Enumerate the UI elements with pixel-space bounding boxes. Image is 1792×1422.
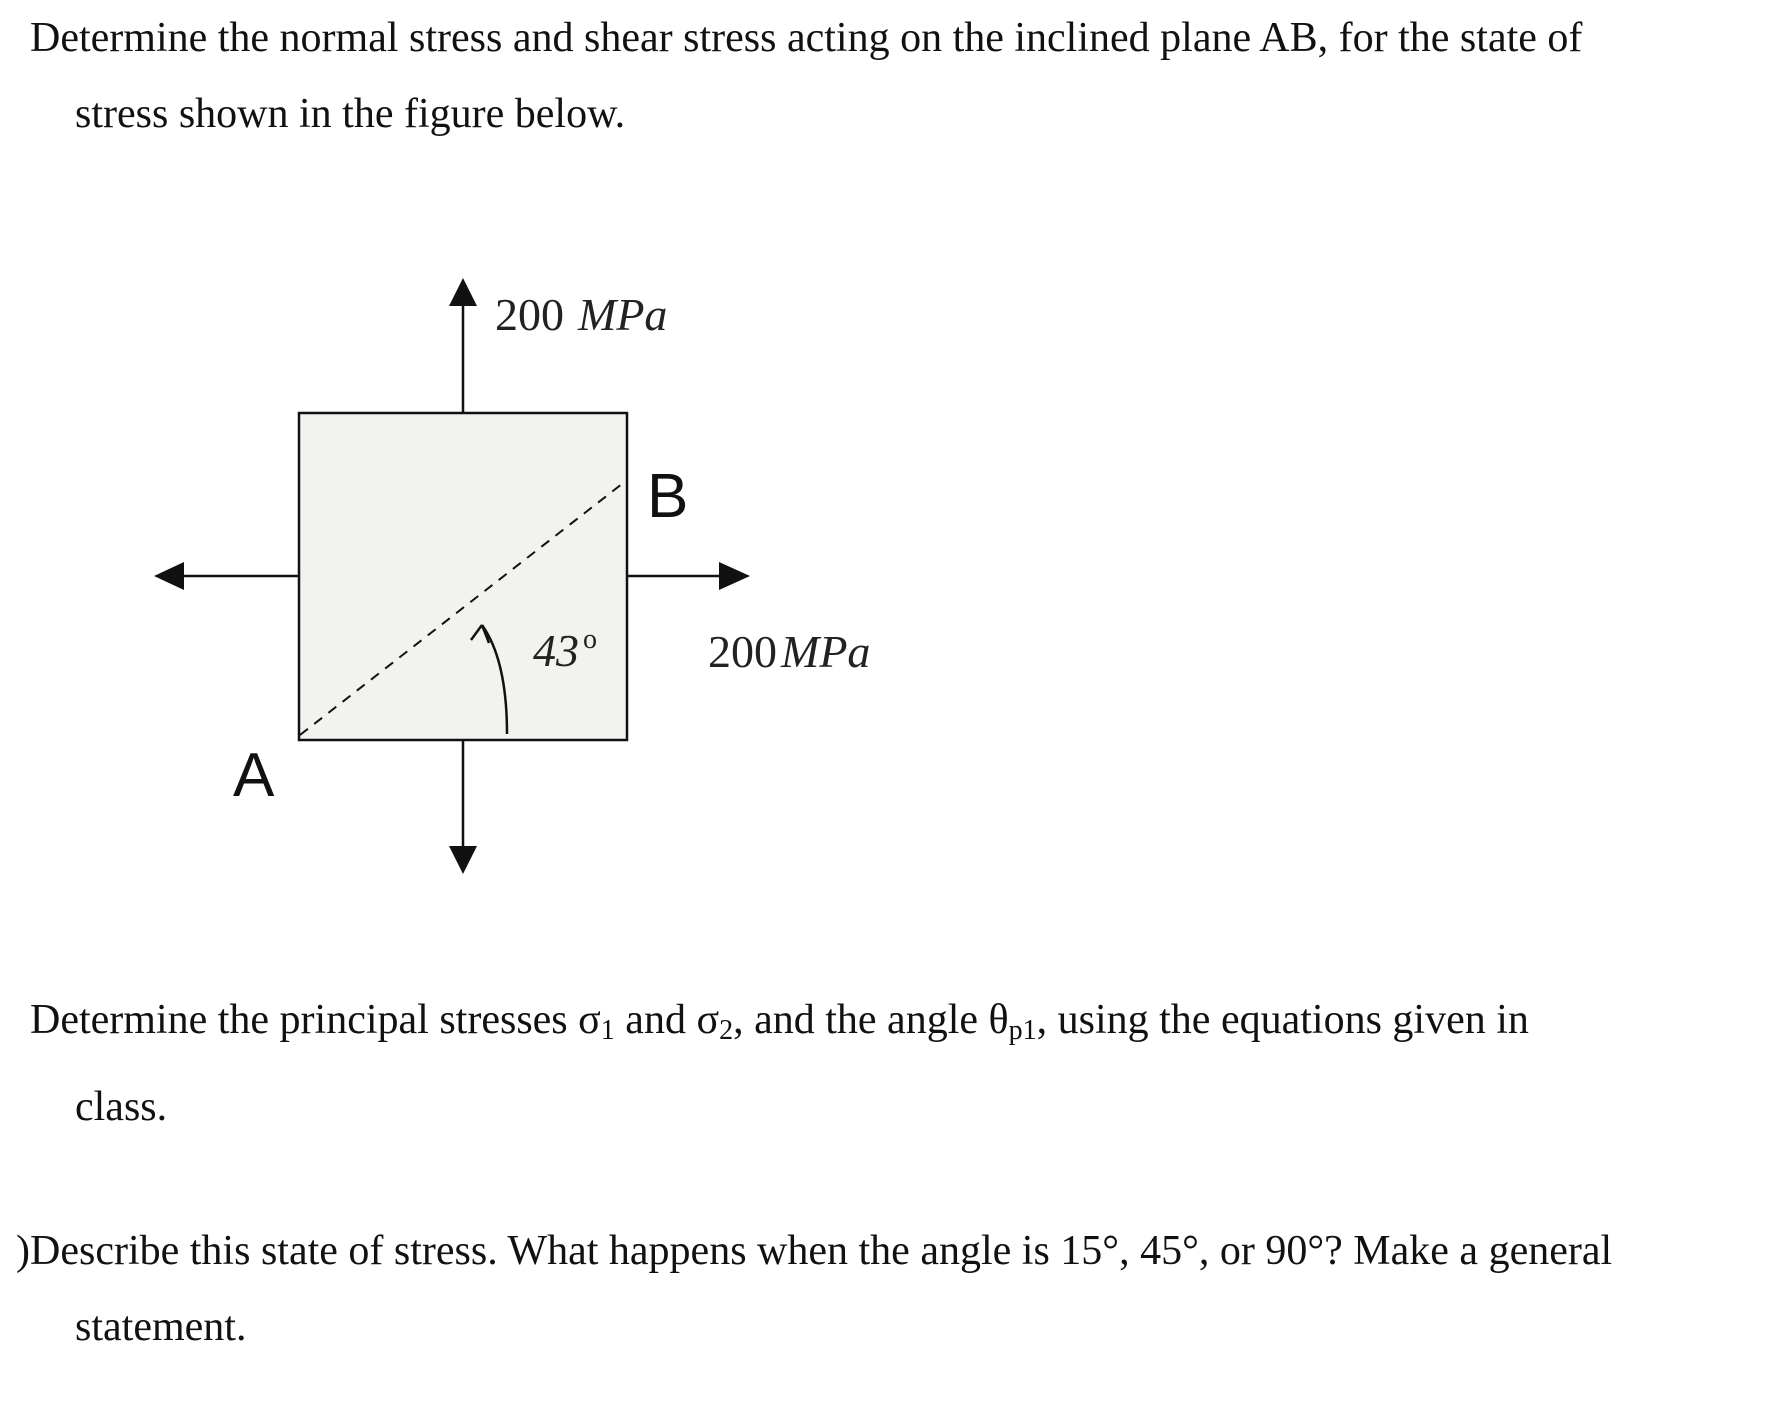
top-stress-arrow (449, 278, 477, 413)
question-part-3-line-2: statement. (75, 1304, 247, 1350)
angle-value: 43 (533, 625, 579, 676)
top-stress-label (495, 289, 667, 340)
theta-p1-subscript: p1 (1008, 1015, 1037, 1046)
right-stress-unit: MPa (781, 626, 871, 677)
bottom-stress-arrow (449, 740, 477, 874)
question-part-3 (16, 1213, 1670, 1365)
question-part-2-text-d: , using the equations given in (1036, 997, 1529, 1043)
left-stress-arrow (154, 562, 299, 590)
question-part-2-line-1 (30, 997, 1529, 1046)
right-stress-arrow (627, 562, 750, 590)
question-part-2-text-a: Determine the principal stresses σ (30, 997, 601, 1043)
point-b-label: B (647, 462, 689, 531)
top-stress-value: 200 (495, 289, 564, 340)
question-part-2-line-2: class. (75, 1084, 168, 1130)
sigma-2-subscript: 2 (719, 1015, 734, 1046)
question-part-3-line-1: Describe this state of stress. What happens when the angle is 15°, 45°, or 90°? Make a general (30, 1228, 1613, 1274)
top-stress-unit: MPa (578, 289, 668, 340)
question-part-2 (30, 982, 1670, 1145)
question-part-2-text-b: and σ (614, 997, 720, 1043)
sigma-1-subscript: 1 (600, 1015, 615, 1046)
question-part-3-list-marker: ) (16, 1228, 30, 1274)
right-stress-value: 200 (708, 626, 777, 677)
stress-element-square (299, 413, 627, 740)
question-part-2-text-c: , and the angle θ (733, 997, 1009, 1043)
right-stress-label (708, 626, 870, 677)
point-a-label: A (233, 741, 275, 810)
question-part-1-line-2: stress shown in the figure below. (75, 91, 626, 137)
angle-unit: o (583, 624, 597, 655)
question-part-1-line-1: Determine the normal stress and shear stress acting on the inclined plane AB, for the state of (30, 15, 1583, 61)
